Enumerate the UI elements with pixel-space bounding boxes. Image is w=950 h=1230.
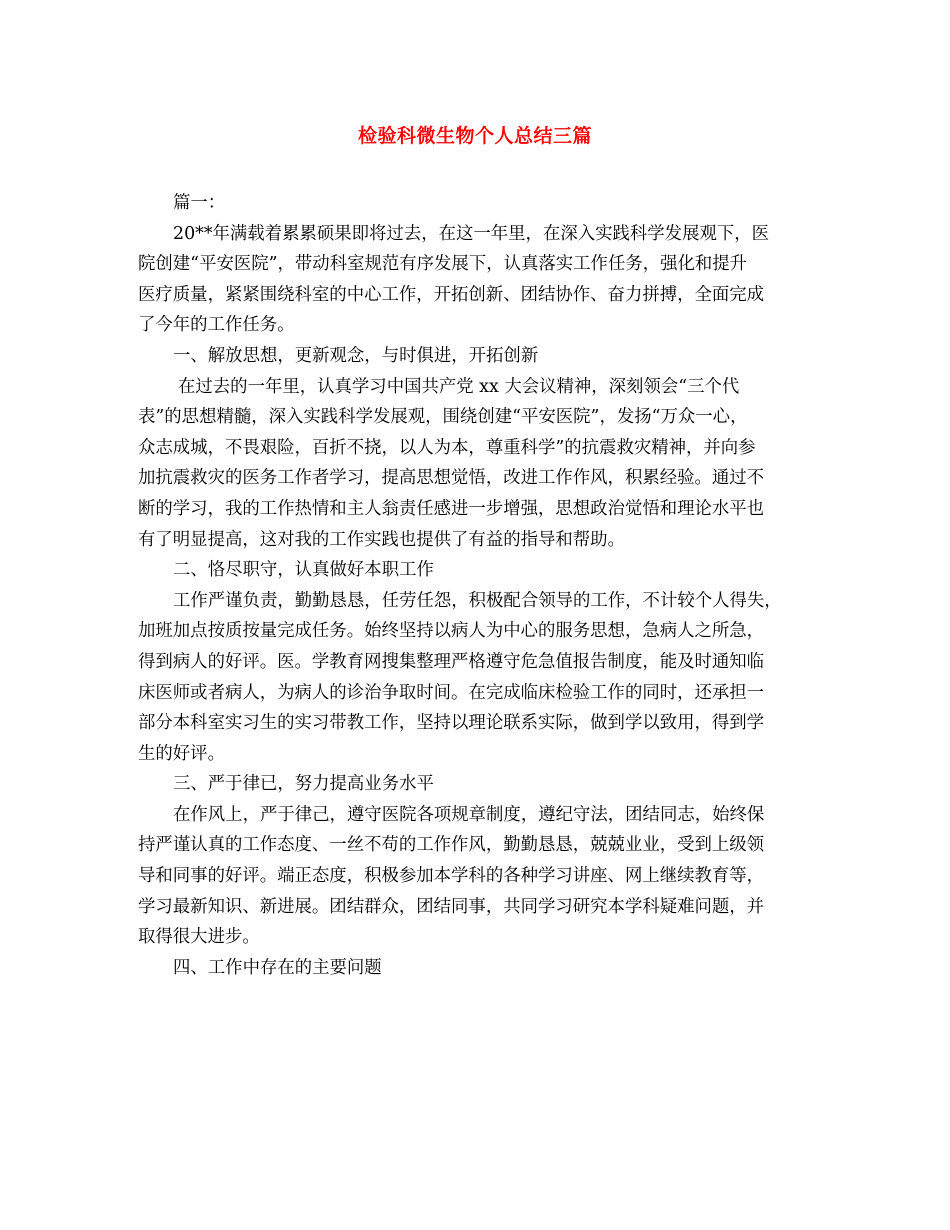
text-line: 部分本科室实习生的实习带教工作，坚持以理论联系实际，做到学以致用，得到学 xyxy=(138,713,765,734)
text-line: 院创建“平安医院”，带动科室规范有序发展下，认真落实工作任务，强化和提升 xyxy=(138,254,748,275)
text-line: 断的学习，我的工作热情和主人翁责任感进一步增强，思想政治觉悟和理论水平也 xyxy=(138,498,765,519)
text-line: 床医师或者病人，为病人的诊治争取时间。在完成临床检验工作的同时，还承担一 xyxy=(138,682,765,703)
text-line: 得到病人的好评。医。学教育网搜集整理严格遵守危急值报告制度，能及时通知临 xyxy=(138,651,765,672)
text-line: 加抗震救灾的医务工作者学习，提高思想觉悟，改进工作作风，积累经验。通过不 xyxy=(138,468,765,489)
text-line: 取得很大进步。 xyxy=(138,927,260,948)
text-line: 表”的思想精髓，深入实践科学发展观，围绕创建“平安医院”，发扬“万众一心， xyxy=(138,407,748,428)
section-heading: 一、解放思想，更新观念，与时俱进，开拓创新 xyxy=(173,345,539,366)
text-line: 篇一： xyxy=(173,193,226,213)
text-line: 生的好评。 xyxy=(138,743,225,764)
section-heading: 三、严于律已，努力提高业务水平 xyxy=(173,774,434,795)
text-line: 在作风上，严于律己，遵守医院各项规章制度，遵纪守法，团结同志，始终保 xyxy=(173,804,765,825)
text-line: 众志成城，不畏艰险，百折不挠，以人为本，尊重科学”的抗震救灾精神，并向参 xyxy=(138,437,756,458)
section-heading: 二、恪尽职守，认真做好本职工作 xyxy=(173,560,434,581)
text-line: 持严谨认真的工作态度、一丝不苟的工作作风，勤勤恳恳，兢兢业业，受到上级领 xyxy=(138,835,765,856)
text-line: 在过去的一年里，认真学习中国共产党 xx 大会议精神，深刻领会“三个代 xyxy=(178,376,740,397)
text-line: 医疗质量，紧紧围绕科室的中心工作，开拓创新、团结协作、奋力拼搏，全面完成 xyxy=(138,284,765,305)
section-heading: 四、工作中存在的主要问题 xyxy=(173,957,382,978)
document-body xyxy=(138,188,828,983)
text-line: 了今年的工作任务。 xyxy=(138,315,295,336)
text-line: 有了明显提高，这对我的工作实践也提供了有益的指导和帮助。 xyxy=(138,529,625,550)
text-line: 加班加点按质按量完成任务。始终坚持以病人为中心的服务思想，急病人之所急， xyxy=(138,621,765,642)
text-line: 导和同事的好评。端正态度，积极参加本学科的各种学习讲座、网上继续教育等， xyxy=(138,866,765,887)
text-line: 工作严谨负责，勤勤恳恳，任劳任怨，积极配合领导的工作，不计较个人得失， xyxy=(173,590,782,611)
text-line: 20**年满载着累累硕果即将过去，在这一年里，在深入实践科学发展观下，医 xyxy=(173,223,770,244)
text-line: 学习最新知识、新进展。团结群众，团结同事，共同学习研究本学科疑难问题，并 xyxy=(138,896,765,917)
document-title: 检验科微生物个人总结三篇 xyxy=(357,125,592,147)
